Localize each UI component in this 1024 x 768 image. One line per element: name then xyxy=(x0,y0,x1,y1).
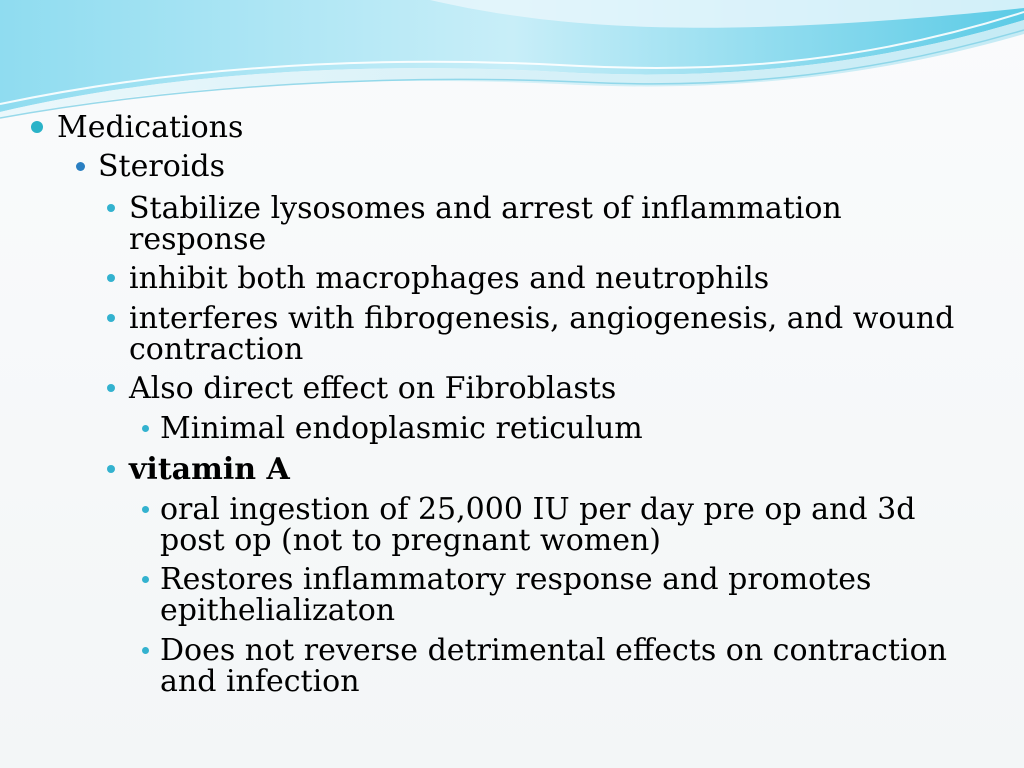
outline-text: interferes with fibrogenesis, angiogenesis, and wound contraction xyxy=(129,301,955,367)
outline-text: Steroids xyxy=(98,149,225,184)
outline-item xyxy=(107,193,887,255)
bullet-icon xyxy=(107,384,115,392)
bullet-icon xyxy=(107,465,115,473)
bullet-icon xyxy=(142,425,149,432)
outline-text: Does not reverse detrimental effects on contraction and infection xyxy=(160,633,947,699)
outline-text: Minimal endoplasmic reticulum xyxy=(160,411,643,446)
outline-item xyxy=(107,454,987,485)
bullet-icon xyxy=(107,274,115,282)
outline-item xyxy=(76,147,956,187)
outline-item xyxy=(142,494,962,556)
outline-text: oral ingestion of 25,000 IU per day pre op and 3d post op (not to pregnant women) xyxy=(160,492,916,558)
bullet-icon xyxy=(107,204,115,212)
outline-item xyxy=(107,373,987,404)
bullet-icon xyxy=(76,162,85,171)
outline-item xyxy=(142,413,1022,444)
outline-item xyxy=(107,263,987,294)
outline-text: inhibit both macrophages and neutrophils xyxy=(129,261,770,296)
outline-item xyxy=(107,303,987,365)
outline-item xyxy=(142,564,922,626)
bullet-icon xyxy=(142,647,149,654)
outline-text: vitamin A xyxy=(129,452,290,487)
bullet-icon xyxy=(142,506,149,513)
outline-text: Stabilize lysosomes and arrest of inflammation response xyxy=(129,191,842,257)
outline-text: Also direct effect on Fibroblasts xyxy=(129,371,617,406)
bullet-icon xyxy=(142,576,149,583)
outline-item xyxy=(31,108,911,148)
outline-text: Medications xyxy=(57,110,244,145)
bullet-icon xyxy=(31,121,43,133)
outline-text: Restores inflammatory response and promotes epithelializaton xyxy=(160,562,872,628)
outline-item xyxy=(142,635,1002,697)
bullet-icon xyxy=(107,314,115,322)
